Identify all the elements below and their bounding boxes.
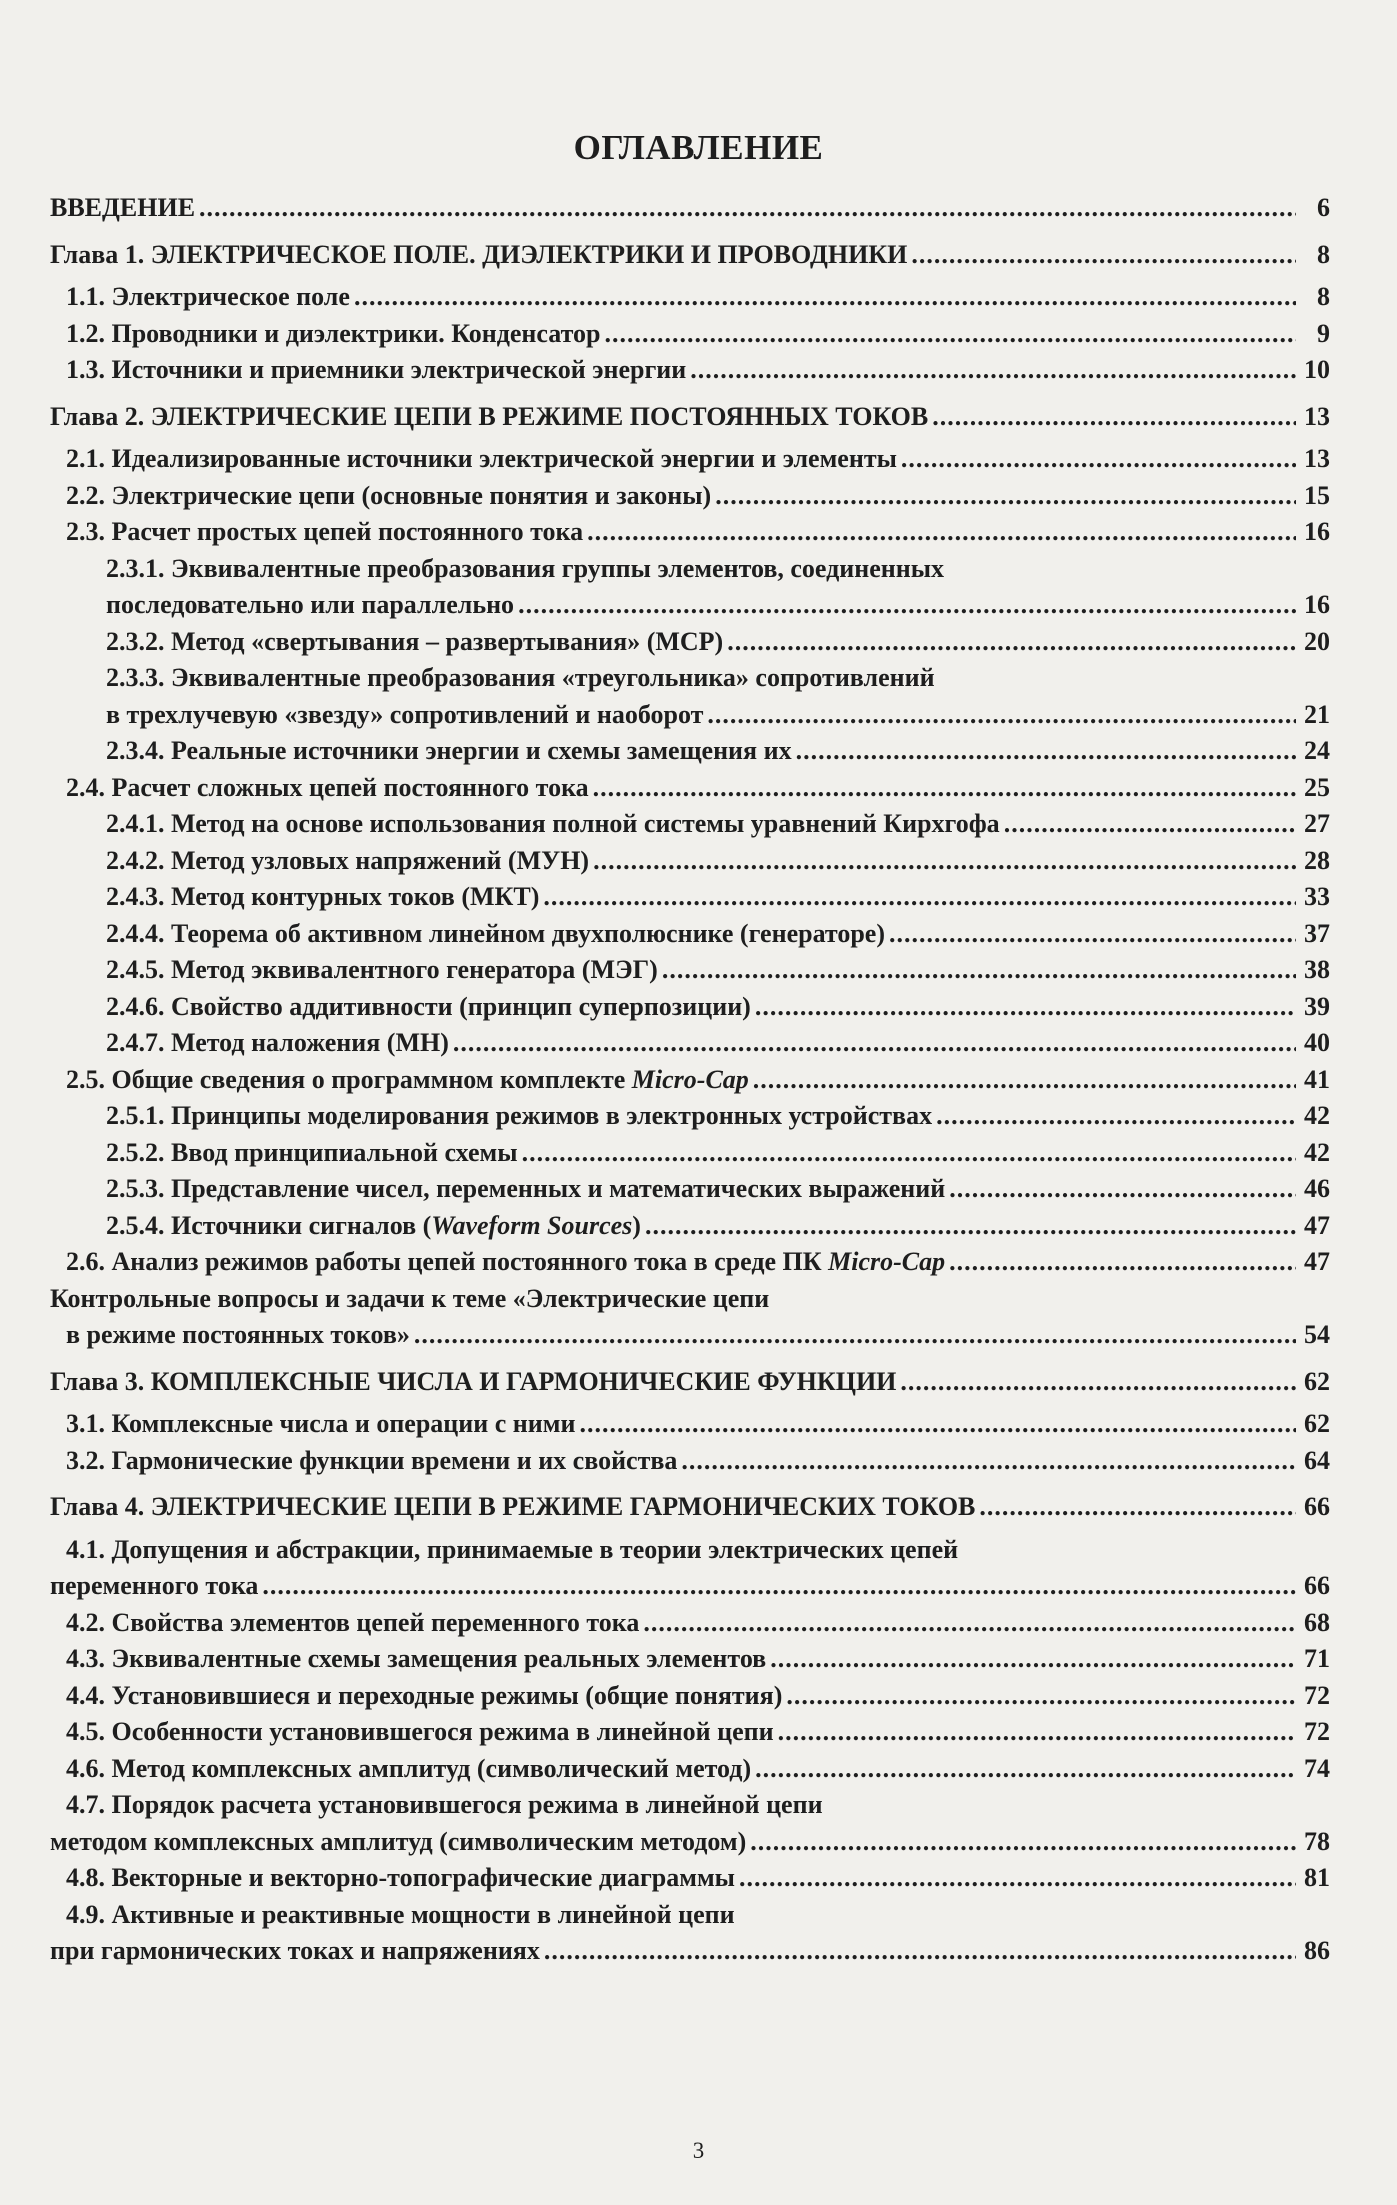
toc-entry <box>50 1281 1330 1354</box>
dot-leader <box>786 1678 1296 1715</box>
toc-entry <box>50 1532 1330 1605</box>
toc-entry <box>50 441 1330 478</box>
toc-page-number: 46 <box>1304 1174 1330 1203</box>
toc-entry <box>50 1098 1330 1135</box>
toc-entry <box>50 237 1330 274</box>
toc-entry-text: 2.4.5. Метод эквивалентного генератора (МЭГ) <box>106 955 658 984</box>
dot-leader <box>750 1824 1296 1861</box>
dot-leader <box>354 279 1296 316</box>
dot-leader <box>262 1568 1296 1605</box>
toc-entry <box>50 952 1330 989</box>
toc-entry <box>50 733 1330 770</box>
toc-entry <box>50 1605 1330 1642</box>
toc-entry-text: в трехлучевую «звезду» сопротивлений и наоборот <box>106 699 704 729</box>
toc-page-number: 37 <box>1304 918 1330 948</box>
toc-page-number: 42 <box>1304 1137 1330 1167</box>
toc-entry-text: 4.2. Свойства элементов цепей переменного тока <box>66 1607 640 1637</box>
toc-page-number: 40 <box>1304 1028 1330 1057</box>
toc-page-number: 33 <box>1304 882 1330 911</box>
toc-entry <box>50 1025 1330 1062</box>
toc-page-number: 6 <box>1317 193 1330 222</box>
toc-entry-text: 4.3. Эквивалентные схемы замещения реальных элементов <box>66 1644 767 1673</box>
toc-entry <box>50 1062 1330 1099</box>
toc-entry <box>50 1135 1330 1172</box>
dot-leader <box>518 587 1296 624</box>
toc-entry-text: 2.3.3. Эквивалентные преобразования «треугольника» сопротивлений <box>106 663 935 692</box>
toc-entry <box>50 190 1330 227</box>
toc-page-number: 78 <box>1304 1826 1330 1856</box>
toc-page-number: 86 <box>1304 1936 1330 1965</box>
dot-leader <box>739 1860 1296 1897</box>
dot-leader <box>715 478 1296 515</box>
dot-leader <box>755 1751 1296 1788</box>
dot-leader <box>1004 806 1296 843</box>
dot-leader <box>453 1025 1296 1062</box>
toc-entry-text: 2.4.1. Метод на основе использования полной системы уравнений Кирхгофа <box>106 809 1000 838</box>
toc-entry-text: методом комплексных амплитуд (символическим методом) <box>50 1826 747 1856</box>
toc-entry-text: 4.1. Допущения и абстракции, принимаемые в теории электрических цепей <box>66 1534 959 1564</box>
toc-page-number: 74 <box>1304 1753 1330 1783</box>
toc-entry-text: 2.1. Идеализированные источники электрической энергии и элементы <box>66 444 897 473</box>
toc-entry-text: 1.1. Электрическое поле <box>66 282 350 311</box>
dot-leader <box>645 1208 1296 1245</box>
dot-leader <box>979 1489 1296 1526</box>
toc-page-number: 71 <box>1304 1644 1330 1673</box>
toc-page-number: 66 <box>1304 1492 1330 1521</box>
toc-entry-text: 4.7. Порядок расчета установившегося режима в линейной цепи <box>66 1790 823 1819</box>
toc-entry-text: 1.3. Источники и приемники электрической энергии <box>66 355 687 384</box>
toc-entry-text: последовательно или параллельно <box>106 590 515 619</box>
toc-entry <box>50 770 1330 807</box>
dot-leader <box>911 237 1296 274</box>
dot-leader <box>778 1714 1296 1751</box>
toc-entry-text: 4.8. Векторные и векторно-топографические диаграммы <box>66 1863 735 1892</box>
toc-entry <box>50 879 1330 916</box>
toc-entry <box>50 989 1330 1026</box>
toc-entry <box>50 843 1330 880</box>
toc-entry <box>50 1714 1330 1751</box>
toc-entry <box>50 1208 1330 1245</box>
dot-leader <box>643 1605 1296 1642</box>
toc-entry <box>50 1171 1330 1208</box>
dot-leader <box>414 1317 1296 1354</box>
toc-entry <box>50 352 1330 389</box>
toc-entry <box>50 1860 1330 1897</box>
toc-entry <box>50 1897 1330 1970</box>
dot-leader <box>543 879 1296 916</box>
dot-leader <box>707 697 1296 734</box>
dot-leader <box>755 989 1296 1026</box>
toc-page-number: 9 <box>1317 318 1330 348</box>
toc-entry-text: в режиме постоянных токов» <box>66 1320 410 1349</box>
toc-entry <box>50 399 1330 436</box>
toc-page-number: 66 <box>1304 1571 1330 1600</box>
toc-entry-text: 2.3. Расчет простых цепей постоянного тока <box>66 517 584 546</box>
toc-page-number: 81 <box>1304 1863 1330 1892</box>
table-of-contents <box>50 190 1330 1970</box>
toc-entry-text: 3.1. Комплексные числа и операции с ними <box>66 1409 576 1438</box>
toc-page-number: 20 <box>1304 626 1330 656</box>
dot-leader <box>770 1641 1296 1678</box>
toc-entry-text: 2.3.4. Реальные источники энергии и схемы замещения их <box>106 736 792 765</box>
toc-entry-text: Глава 1. ЭЛЕКТРИЧЕСКОЕ ПОЛЕ. ДИЭЛЕКТРИКИ И ПРОВОДНИКИ <box>50 239 908 269</box>
toc-entry-text: 2.5. Общие сведения о программном комплекте Micro-Cap <box>66 1064 749 1094</box>
dot-leader <box>605 316 1297 353</box>
toc-entry-text: 2.2. Электрические цепи (основные понятия и законы) <box>66 480 712 510</box>
toc-page-number: 24 <box>1304 736 1330 765</box>
toc-entry-text: 4.6. Метод комплексных амплитуд (символический метод) <box>66 1753 752 1783</box>
toc-page-number: 47 <box>1304 1247 1330 1276</box>
toc-entry <box>50 1489 1330 1526</box>
toc-page-number: 41 <box>1304 1064 1330 1094</box>
toc-entry-text: при гармонических токах и напряжениях <box>50 1936 540 1965</box>
dot-leader <box>932 399 1296 436</box>
toc-entry-text: 2.4.2. Метод узловых напряжений (МУН) <box>106 845 590 875</box>
toc-page-number: 27 <box>1304 809 1330 838</box>
toc-entry <box>50 1406 1330 1443</box>
dot-leader <box>936 1098 1296 1135</box>
toc-entry <box>50 1443 1330 1480</box>
dot-leader <box>727 624 1296 661</box>
toc-page-number: 28 <box>1304 845 1330 875</box>
toc-page-number: 72 <box>1304 1717 1330 1746</box>
toc-entry <box>50 514 1330 551</box>
toc-entry <box>50 624 1330 661</box>
toc-page-number: 62 <box>1304 1366 1330 1396</box>
dot-leader <box>690 352 1296 389</box>
toc-page-number: 62 <box>1304 1409 1330 1438</box>
toc-entry-text: 2.5.4. Источники сигналов (Waveform Sources) <box>106 1210 641 1240</box>
dot-leader <box>949 1244 1296 1281</box>
dot-leader <box>949 1171 1296 1208</box>
toc-entry-text: 2.4.7. Метод наложения (МН) <box>106 1028 449 1057</box>
toc-entry <box>50 478 1330 515</box>
dot-leader <box>199 190 1296 227</box>
dot-leader <box>522 1135 1296 1172</box>
page-number: 3 <box>692 2138 705 2163</box>
toc-entry-text: Глава 4. ЭЛЕКТРИЧЕСКИЕ ЦЕПИ В РЕЖИМЕ ГАРМОНИЧЕСКИХ ТОКОВ <box>50 1492 976 1521</box>
dot-leader <box>579 1406 1296 1443</box>
toc-page-number: 8 <box>1317 282 1330 311</box>
dot-leader <box>593 843 1296 880</box>
toc-entry-text: 2.6. Анализ режимов работы цепей постоянного тока в среде ПК Micro-Cap <box>66 1247 946 1276</box>
dot-leader <box>796 733 1296 770</box>
toc-entry <box>50 316 1330 353</box>
dot-leader <box>900 1364 1296 1401</box>
toc-page-number: 21 <box>1304 699 1330 729</box>
toc-page-number: 13 <box>1304 401 1330 431</box>
toc-entry-text: Глава 2. ЭЛЕКТРИЧЕСКИЕ ЦЕПИ В РЕЖИМЕ ПОСТОЯННЫХ ТОКОВ <box>50 401 929 431</box>
dot-leader <box>662 952 1296 989</box>
dot-leader <box>544 1933 1296 1970</box>
toc-page-number: 54 <box>1304 1320 1330 1349</box>
toc-entry-text: 2.3.1. Эквивалентные преобразования группы элементов, соединенных <box>106 553 945 583</box>
toc-entry <box>50 660 1330 733</box>
toc-entry-text: 4.4. Установившиеся и переходные режимы (общие понятия) <box>66 1680 783 1710</box>
toc-page-number: 25 <box>1304 772 1330 802</box>
toc-page-number: 16 <box>1304 517 1330 546</box>
page-title: ОГЛАВЛЕНИЕ <box>573 128 824 167</box>
toc-entry-text: переменного тока <box>50 1571 259 1600</box>
toc-entry-text: Глава 3. КОМПЛЕКСНЫЕ ЧИСЛА И ГАРМОНИЧЕСКИЕ ФУНКЦИИ <box>50 1366 897 1396</box>
toc-page-number: 47 <box>1304 1210 1330 1240</box>
toc-page-number: 13 <box>1304 444 1330 473</box>
toc-entry <box>50 1787 1330 1860</box>
toc-page-number: 72 <box>1304 1680 1330 1710</box>
toc-page-number: 15 <box>1304 480 1330 510</box>
toc-entry-text: 2.5.2. Ввод принципиальной схемы <box>106 1137 518 1167</box>
toc-entry-text: 2.3.2. Метод «свертывания – развертывания» (МСР) <box>106 626 724 656</box>
toc-entry-text: 1.2. Проводники и диэлектрики. Конденсатор <box>66 318 601 348</box>
toc-entry <box>50 806 1330 843</box>
toc-page-number: 16 <box>1304 590 1330 619</box>
toc-entry-text: 4.5. Особенности установившегося режима в линейной цепи <box>66 1717 774 1746</box>
toc-entry-text: 2.4.3. Метод контурных токов (МКТ) <box>106 882 540 911</box>
toc-entry <box>50 1364 1330 1401</box>
toc-entry <box>50 1641 1330 1678</box>
toc-entry-text: 2.4. Расчет сложных цепей постоянного тока <box>66 772 589 802</box>
toc-entry-text: 3.2. Гармонические функции времени и их свойства <box>66 1445 678 1475</box>
toc-entry <box>50 1678 1330 1715</box>
toc-entry-text: Контрольные вопросы и задачи к теме «Электрические цепи <box>50 1283 770 1313</box>
toc-entry-text: 2.4.4. Теорема об активном линейном двухполюснике (генераторе) <box>106 918 885 948</box>
dot-leader <box>889 916 1296 953</box>
toc-entry <box>50 1751 1330 1788</box>
dot-leader <box>901 441 1296 478</box>
toc-entry-text: 4.9. Активные и реактивные мощности в линейной цепи <box>66 1899 735 1929</box>
toc-page-number: 39 <box>1304 991 1330 1021</box>
dot-leader <box>593 770 1296 807</box>
toc-entry <box>50 1244 1330 1281</box>
dot-leader <box>587 514 1296 551</box>
toc-page-number: 42 <box>1304 1101 1330 1130</box>
toc-page-number: 68 <box>1304 1607 1330 1637</box>
toc-entry <box>50 551 1330 624</box>
dot-leader <box>681 1443 1296 1480</box>
toc-page-number: 38 <box>1304 955 1330 984</box>
toc-page-number: 10 <box>1304 355 1330 384</box>
toc-page-number: 8 <box>1317 239 1330 269</box>
dot-leader <box>753 1062 1296 1099</box>
toc-entry-text: ВВЕДЕНИЕ <box>50 193 196 222</box>
toc-entry <box>50 916 1330 953</box>
toc-page-number: 64 <box>1304 1445 1330 1475</box>
toc-entry <box>50 279 1330 316</box>
toc-entry-text: 2.4.6. Свойство аддитивности (принцип суперпозиции) <box>106 991 751 1021</box>
toc-entry-text: 2.5.3. Представление чисел, переменных и математических выражений <box>106 1174 946 1203</box>
toc-entry-text: 2.5.1. Принципы моделирования режимов в электронных устройствах <box>106 1101 933 1130</box>
